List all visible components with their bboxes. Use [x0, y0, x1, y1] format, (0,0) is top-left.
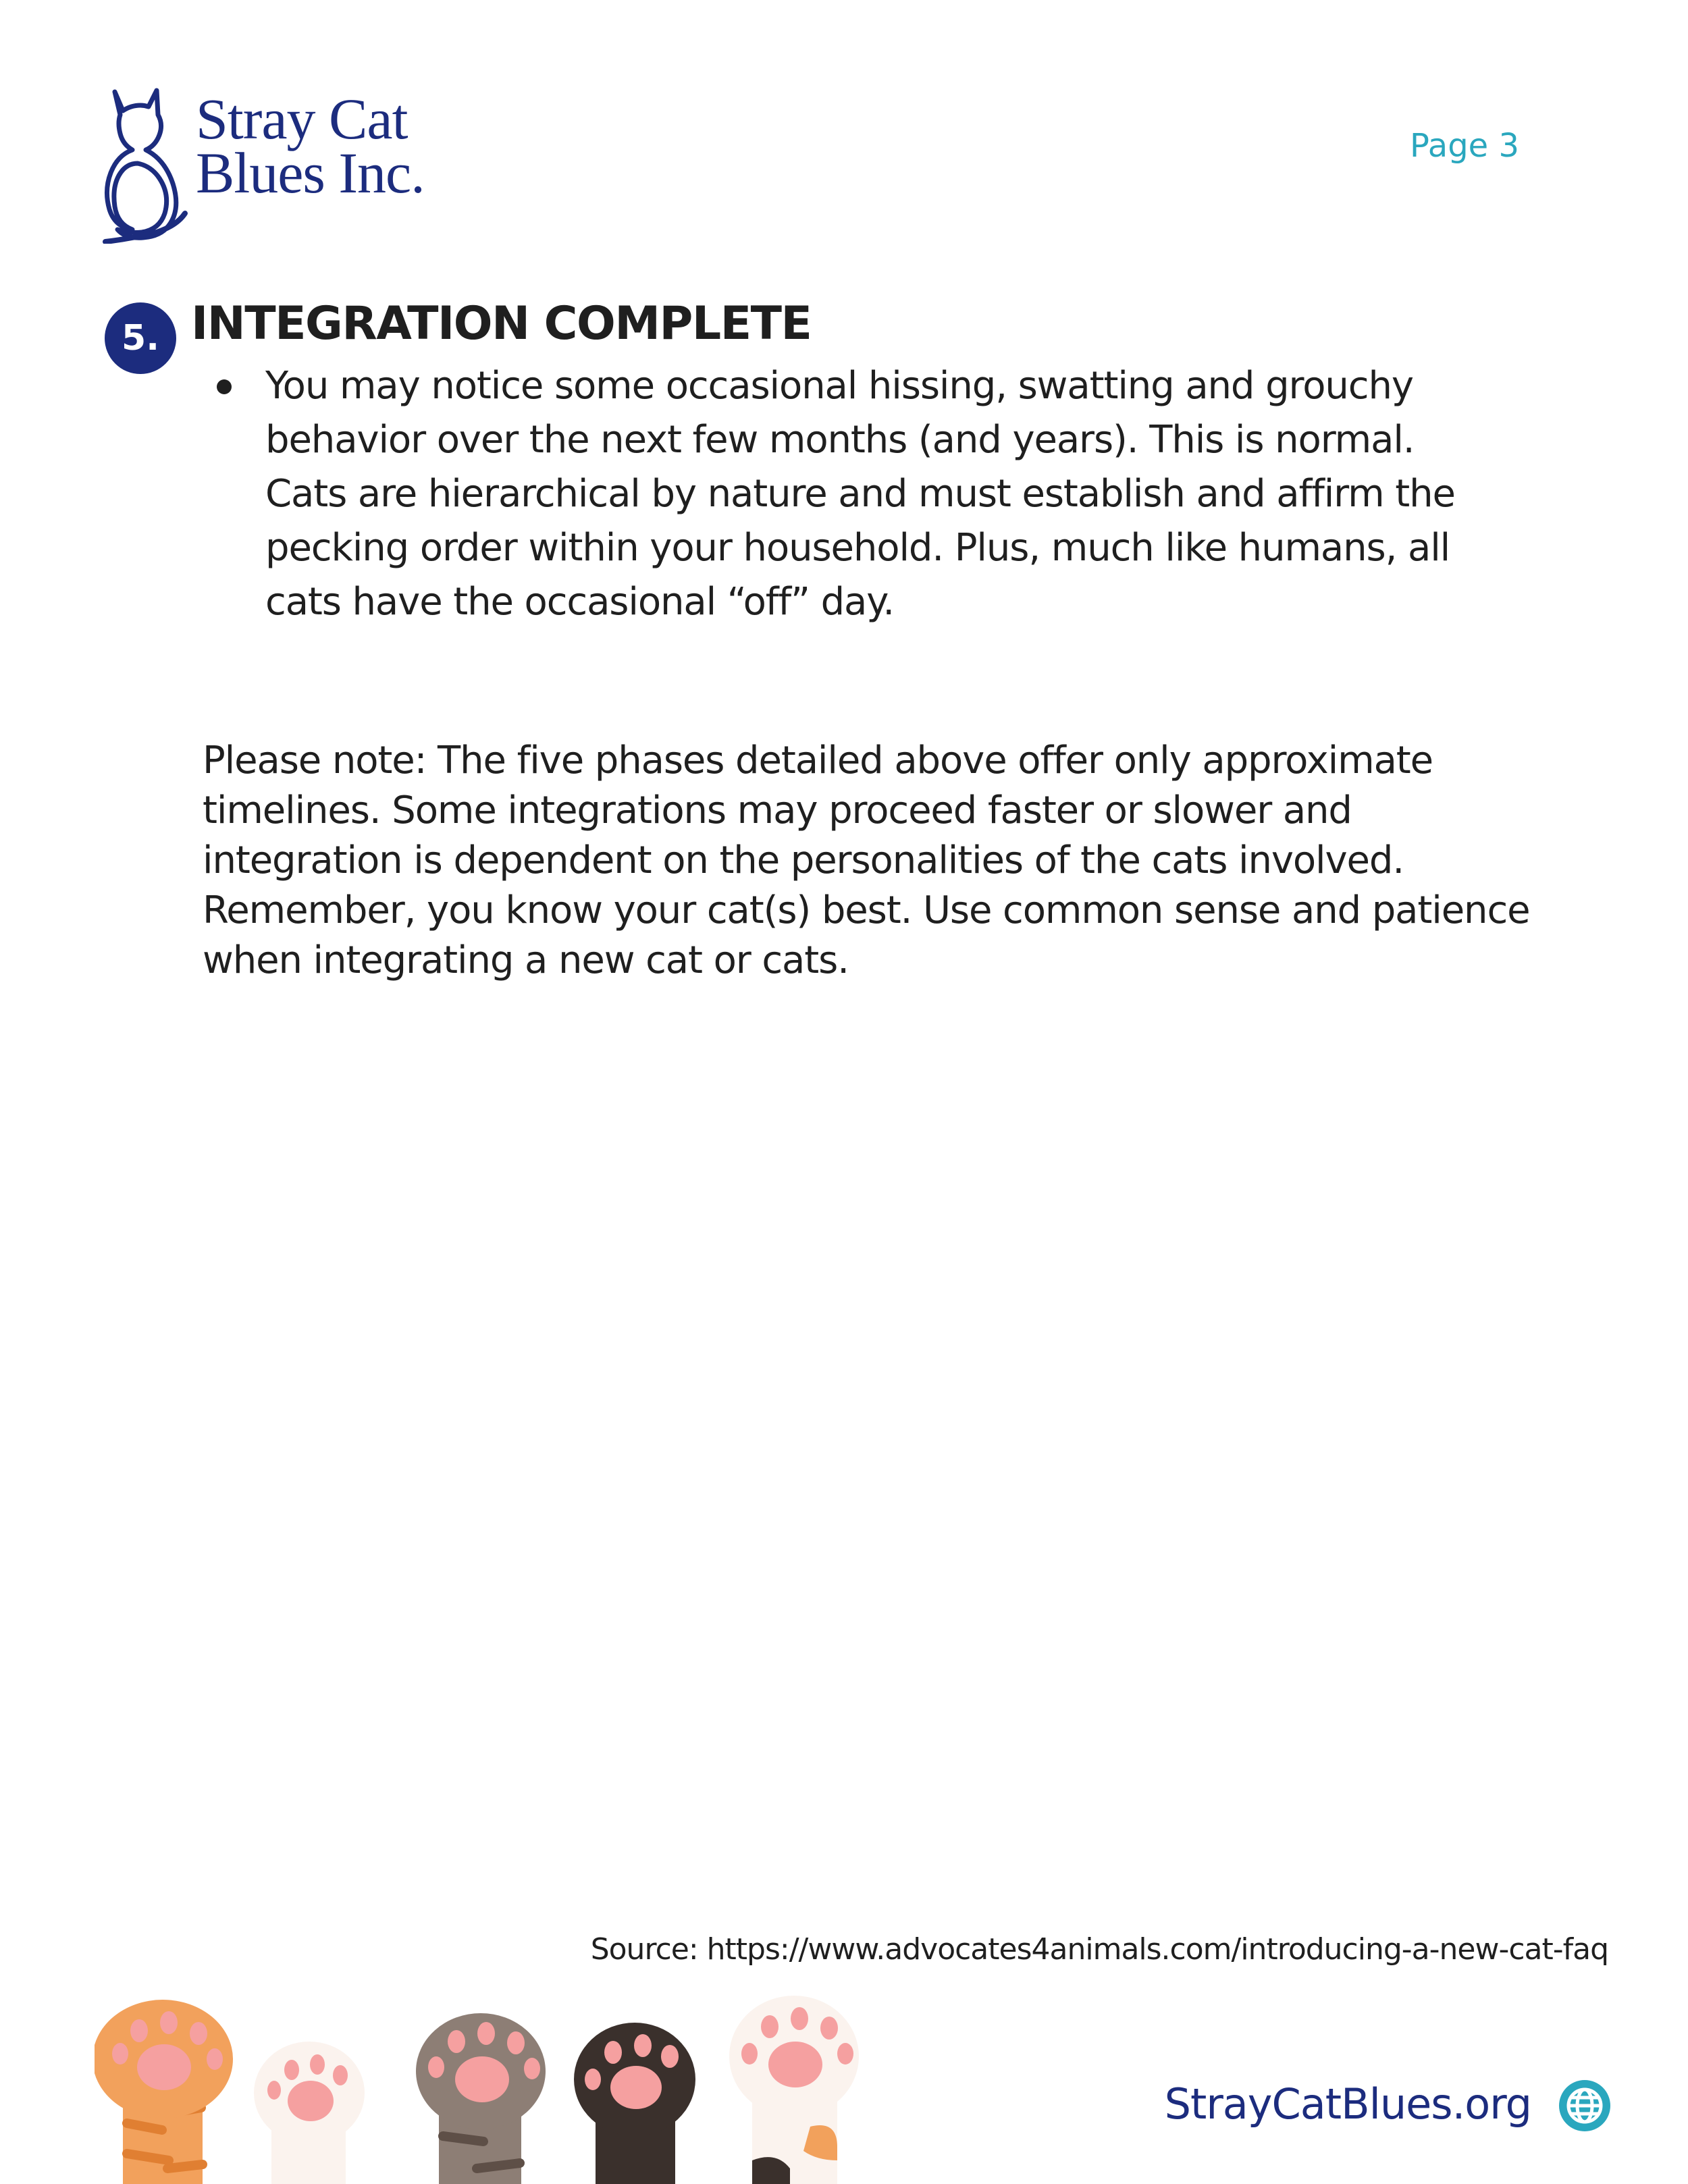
bullet-text: You may notice some occasional hissing, swatting and grouchy behavior over the next few months (and years). This is normal. Cats are hierarchical by nature and must establish and affirm the pecking order within your household. Plus, much like humans, all cats have the occasional “off” day.: [265, 364, 1455, 624]
bullet-dot-icon: [217, 379, 232, 394]
section-title: INTEGRATION COMPLETE: [191, 297, 812, 350]
calico-paw-icon: [729, 1996, 859, 2184]
brown-paw-icon: [416, 2013, 546, 2184]
cat-paws-illustration: [95, 1992, 878, 2184]
bullet-list: [265, 359, 1494, 629]
cat-silhouette-icon: [103, 85, 190, 244]
note-paragraph: Please note: The five phases detailed above offer only approximate timelines. Some integrations may proceed faster or slower and integration is dependent on the personalities of the cats involved. Remember, you know your cat(s) best. Use common sense and patience when integrating a new cat or cats.: [203, 739, 1530, 982]
source-citation: Source: https://www.advocates4animals.com/introducing-a-new-cat-faq: [590, 1932, 1608, 1967]
bullet-item: [265, 359, 1494, 629]
brand-name: [196, 86, 425, 205]
brand-name-line2: Blues Inc.: [196, 140, 425, 205]
orange-paw-icon: [95, 2000, 233, 2184]
page-number: Page 3: [1410, 127, 1519, 165]
white-paw-icon: [254, 2042, 365, 2184]
black-paw-icon: [574, 2023, 695, 2184]
globe-icon: [1557, 2078, 1612, 2133]
brand-logo: [103, 80, 454, 242]
website-link[interactable]: StrayCatBlues.org: [1164, 2079, 1531, 2129]
brand-name-line1: Stray Cat: [196, 86, 408, 151]
section-number-badge: 5.: [105, 302, 176, 374]
